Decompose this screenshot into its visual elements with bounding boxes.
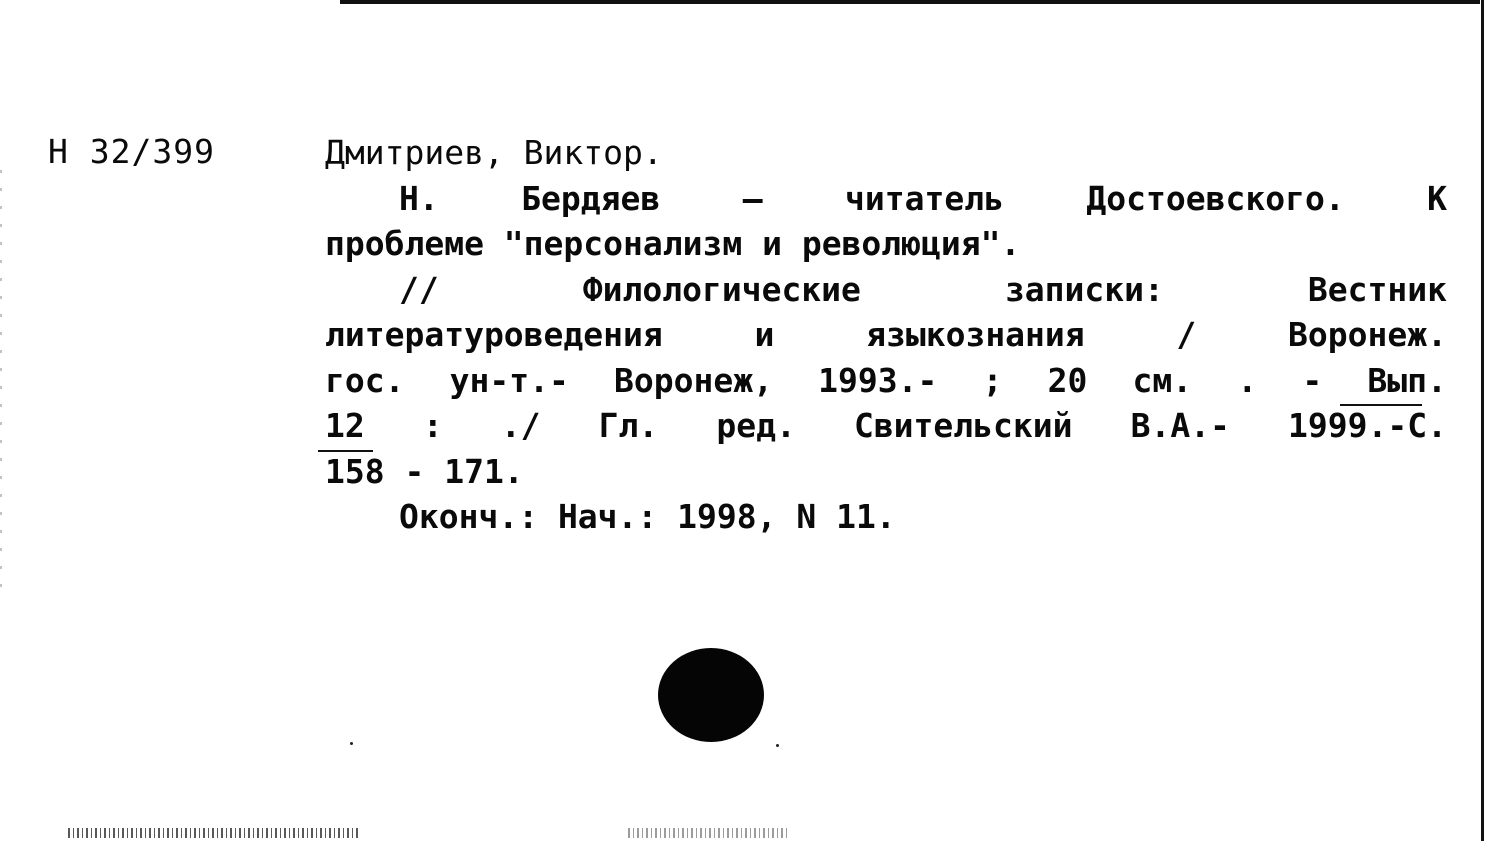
word: 20: [1047, 360, 1088, 400]
continuation-note: Оконч.: Нач.: 1998, N 11.: [399, 497, 896, 536]
word: Достоевского.: [1086, 178, 1345, 218]
shelfmark: Н 32/399: [48, 132, 215, 171]
word: Вестник: [1307, 269, 1447, 309]
title-line-2: проблеме "персонализм и революция".: [325, 224, 1021, 263]
word: Свительский: [853, 406, 1073, 445]
word: //: [399, 269, 439, 309]
word: Бердяев: [521, 178, 661, 218]
source-line-1: [325, 267, 1447, 313]
speck: [776, 744, 779, 747]
title-line-1: [325, 176, 1447, 222]
edge-code-marks: [628, 828, 788, 838]
top-edge-rule: [340, 0, 1480, 4]
author-line: Дмитриев, Виктор.: [325, 133, 663, 172]
word: Вып.: [1367, 360, 1447, 400]
word: ./: [500, 406, 541, 445]
word: ред.: [716, 406, 796, 445]
word: записки:: [1004, 269, 1164, 309]
word: :: [422, 406, 443, 445]
handwritten-underline: [1340, 404, 1422, 406]
word: ун-т.-: [449, 360, 569, 400]
word: –: [742, 178, 763, 218]
right-edge-rule: [1481, 0, 1484, 841]
word: .: [1237, 360, 1258, 400]
edge-code-marks: [68, 828, 358, 838]
source-line-4: [325, 403, 1447, 449]
word: Гл.: [598, 406, 659, 445]
punch-hole: [658, 648, 764, 742]
word: ;: [982, 360, 1003, 400]
word: В.А.-: [1130, 406, 1230, 445]
word: 12: [325, 406, 365, 445]
bibliographic-entry: [325, 130, 1447, 540]
source-line-5: 158 - 171.: [325, 451, 524, 491]
word: языкознания: [866, 315, 1085, 354]
word: 1999.-С.: [1288, 406, 1447, 445]
word: -: [1302, 360, 1323, 400]
word: 1993.-: [818, 360, 938, 400]
word: К: [1427, 178, 1447, 218]
source-line-2: [325, 312, 1447, 358]
word: Воронеж,: [614, 360, 773, 400]
word: см.: [1132, 360, 1193, 400]
left-edge-marks: [0, 170, 2, 600]
source-line-3: [325, 358, 1447, 404]
word: Филологические: [582, 269, 861, 309]
word: Воронеж.: [1288, 315, 1447, 354]
handwritten-underline: [318, 450, 373, 452]
word: и: [754, 315, 775, 354]
word: читатель: [845, 178, 1004, 218]
word: /: [1176, 315, 1197, 354]
word: гос.: [325, 360, 405, 400]
speck: [350, 742, 353, 745]
word: Н.: [399, 178, 439, 218]
word: литературоведения: [325, 315, 663, 354]
